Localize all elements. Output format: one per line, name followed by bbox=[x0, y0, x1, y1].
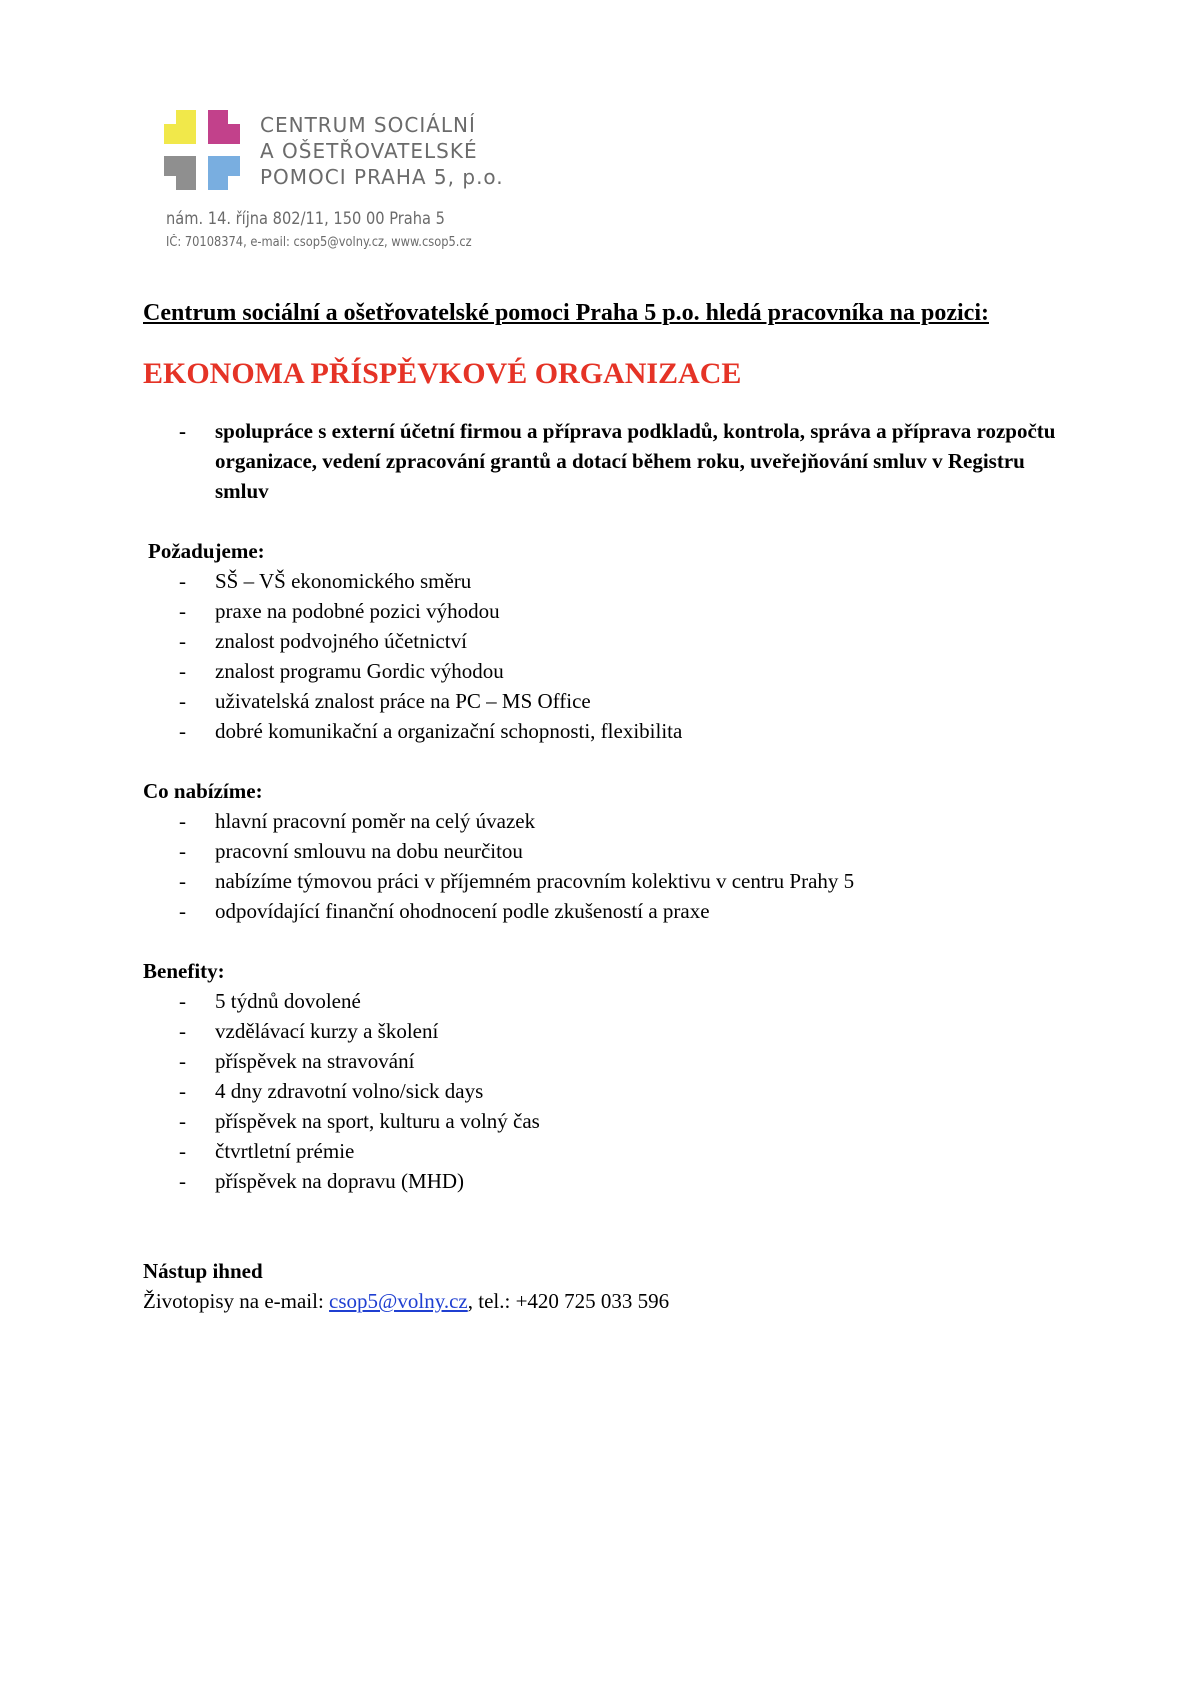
logo-line-3: POMOCI PRAHA 5, p.o. bbox=[260, 165, 504, 189]
logo-contact: IČ: 70108374, e-mail: csop5@volny.cz, www.csop5.cz bbox=[166, 235, 472, 250]
list-dash-marker: - bbox=[179, 1109, 186, 1133]
logo-yellow-bar bbox=[164, 124, 196, 144]
cv-phone: , tel.: +420 725 033 596 bbox=[467, 1289, 670, 1313]
benefit-item-text: příspěvek na dopravu (MHD) bbox=[215, 1169, 465, 1193]
list-dash-marker: - bbox=[179, 719, 186, 743]
cv-prefix: Životopisy na e-mail: bbox=[143, 1289, 330, 1313]
requirement-item bbox=[143, 596, 1073, 626]
logo-organization-name bbox=[260, 112, 504, 190]
requirement-item bbox=[143, 656, 1073, 686]
list-dash-marker: - bbox=[179, 419, 186, 443]
offer-item bbox=[143, 836, 1073, 866]
offer-item-text: odpovídající finanční ohodnocení podle zkušeností a praxe bbox=[215, 899, 710, 923]
benefits-list bbox=[143, 986, 1073, 1196]
logo-gray-segment bbox=[176, 156, 196, 190]
list-dash-marker: - bbox=[179, 899, 186, 923]
email-link[interactable]: csop5@volny.cz bbox=[329, 1289, 468, 1313]
cv-contact-line bbox=[143, 1286, 1073, 1316]
list-dash-marker: - bbox=[179, 839, 186, 863]
duty-item-text: spolupráce s externí účetní firmou a příprava podkladů, kontrola, správa a příprava rozpočtu organizace, vedení zpracování grantů a dotací během roku, uveřejňování smluv v Registru smluv bbox=[215, 419, 1056, 503]
requirements-section bbox=[143, 536, 1073, 566]
requirement-item bbox=[143, 716, 1073, 746]
requirement-item bbox=[143, 686, 1073, 716]
list-dash-marker: - bbox=[179, 989, 186, 1013]
requirement-item bbox=[143, 566, 1073, 596]
organization-logo bbox=[164, 110, 524, 260]
cross-logo-icon bbox=[164, 110, 250, 196]
logo-blue-segment bbox=[208, 156, 228, 190]
intro-heading: Centrum sociální a ošetřovatelské pomoci Praha 5 p.o. hledá pracovníka na pozici: bbox=[143, 300, 989, 326]
logo-address: nám. 14. října 802/11, 150 00 Praha 5 bbox=[166, 209, 445, 229]
list-dash-marker: - bbox=[179, 1019, 186, 1043]
benefit-item-text: příspěvek na sport, kulturu a volný čas bbox=[215, 1109, 540, 1133]
offer-item-text: hlavní pracovní poměr na celý úvazek bbox=[215, 809, 536, 833]
list-dash-marker: - bbox=[179, 1079, 186, 1103]
list-dash-marker: - bbox=[179, 569, 186, 593]
offer-item-text: pracovní smlouvu na dobu neurčitou bbox=[215, 839, 523, 863]
requirement-item-text: praxe na podobné pozici výhodou bbox=[215, 599, 500, 623]
benefit-item bbox=[143, 1106, 1073, 1136]
requirement-item-text: SŠ – VŠ ekonomického směru bbox=[215, 569, 472, 593]
offer-item bbox=[143, 806, 1073, 836]
benefit-item bbox=[143, 1166, 1073, 1196]
offer-item-text: nabízíme týmovou práci v příjemném pracovním kolektivu v centru Prahy 5 bbox=[215, 869, 855, 893]
list-dash-marker: - bbox=[179, 869, 186, 893]
benefit-item bbox=[143, 1046, 1073, 1076]
benefit-item bbox=[143, 1136, 1073, 1166]
list-dash-marker: - bbox=[179, 599, 186, 623]
benefit-item bbox=[143, 1076, 1073, 1106]
duty-item bbox=[143, 416, 1073, 506]
requirement-item-text: dobré komunikační a organizační schopnosti, flexibilita bbox=[215, 719, 683, 743]
position-title: EKONOMA PŘÍSPĚVKOVÉ ORGANIZACE bbox=[143, 357, 742, 390]
requirement-item-text: uživatelská znalost práce na PC – MS Office bbox=[215, 689, 591, 713]
benefit-item-text: vzdělávací kurzy a školení bbox=[215, 1019, 439, 1043]
benefit-item-text: 5 týdnů dovolené bbox=[215, 989, 361, 1013]
requirements-heading: Požadujeme: bbox=[148, 539, 265, 563]
list-dash-marker: - bbox=[179, 1139, 186, 1163]
offer-section bbox=[143, 776, 1073, 806]
requirement-item-text: znalost programu Gordic výhodou bbox=[215, 659, 504, 683]
benefit-item bbox=[143, 986, 1073, 1016]
requirement-item-text: znalost podvojného účetnictví bbox=[215, 629, 467, 653]
list-dash-marker: - bbox=[179, 629, 186, 653]
logo-line-2: A OŠETŘOVATELSKÉ bbox=[260, 139, 478, 163]
duties-list bbox=[143, 416, 1073, 506]
offer-heading: Co nabízíme: bbox=[143, 779, 263, 803]
list-dash-marker: - bbox=[179, 1169, 186, 1193]
start-date: Nástup ihned bbox=[143, 1259, 263, 1283]
offer-item bbox=[143, 866, 1073, 896]
list-dash-marker: - bbox=[179, 659, 186, 683]
benefit-item-text: čtvrtletní prémie bbox=[215, 1139, 355, 1163]
benefit-item-text: 4 dny zdravotní volno/sick days bbox=[215, 1079, 484, 1103]
list-dash-marker: - bbox=[179, 809, 186, 833]
list-dash-marker: - bbox=[179, 689, 186, 713]
benefit-item bbox=[143, 1016, 1073, 1046]
job-posting bbox=[143, 298, 1073, 1316]
benefits-section bbox=[143, 956, 1073, 986]
requirement-item bbox=[143, 626, 1073, 656]
offer-item bbox=[143, 896, 1073, 926]
logo-line-1: CENTRUM SOCIÁLNÍ bbox=[260, 113, 476, 137]
requirements-list bbox=[143, 566, 1073, 746]
list-dash-marker: - bbox=[179, 1049, 186, 1073]
offer-list bbox=[143, 806, 1073, 926]
benefits-heading: Benefity: bbox=[143, 959, 225, 983]
benefit-item-text: příspěvek na stravování bbox=[215, 1049, 415, 1073]
logo-magenta-bar bbox=[208, 124, 240, 144]
